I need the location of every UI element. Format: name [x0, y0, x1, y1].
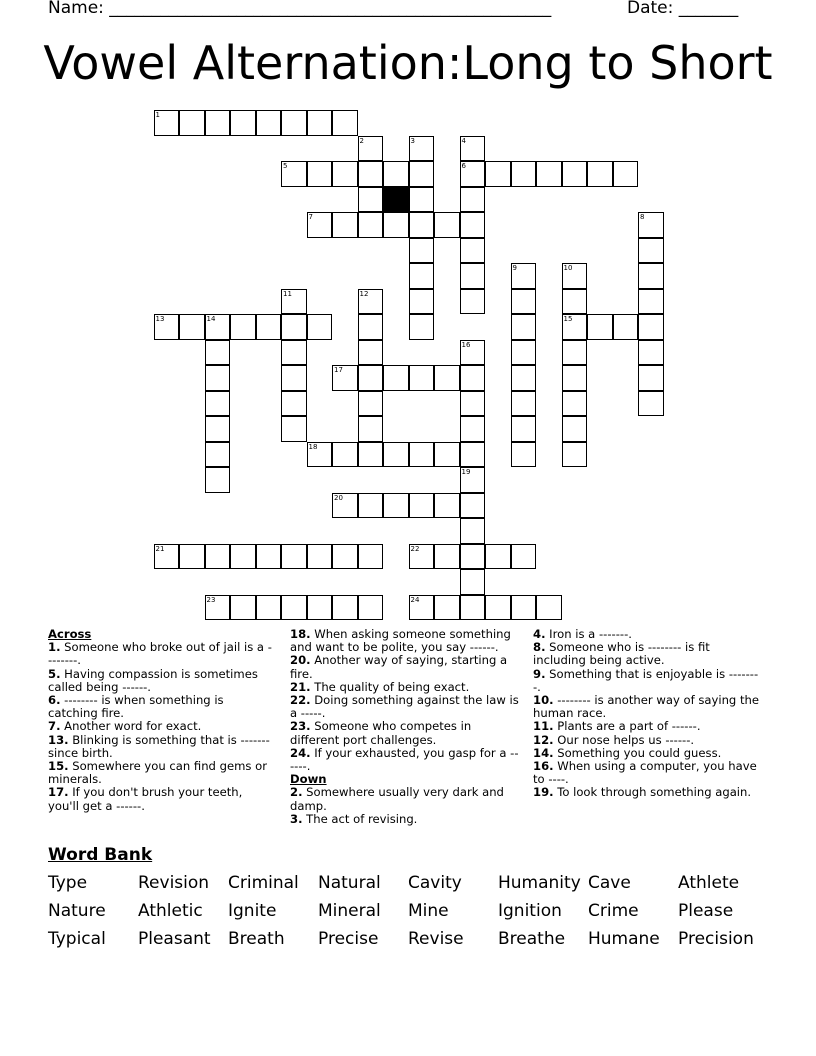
crossword-cell[interactable] [460, 187, 486, 213]
crossword-cell[interactable] [332, 442, 358, 468]
word-bank-title: Word Bank [48, 845, 153, 865]
clue-item [48, 786, 273, 812]
crossword-cell[interactable] [281, 289, 307, 315]
crossword-cell[interactable] [638, 238, 664, 264]
crossword-cell[interactable] [205, 442, 231, 468]
crossword-cell[interactable] [230, 314, 256, 340]
word-bank-word: Nature [48, 901, 106, 921]
clue-item-number: 20. [290, 653, 311, 668]
crossword-cell[interactable] [307, 212, 333, 238]
clue-item-number: 11. [533, 719, 554, 734]
crossword-cell[interactable] [460, 391, 486, 417]
crossword-cell[interactable] [511, 314, 537, 340]
word-bank-word: Cavity [408, 873, 462, 893]
crossword-cell[interactable] [562, 391, 588, 417]
crossword-cell[interactable] [434, 365, 460, 391]
clue-column-2 [290, 628, 520, 826]
date-field-label: Date: _______ [627, 0, 739, 18]
crossword-cell[interactable] [638, 289, 664, 315]
crossword-cell[interactable] [307, 314, 333, 340]
clue-item [290, 694, 520, 720]
crossword-cell[interactable] [409, 187, 435, 213]
clue-column-1 [48, 628, 273, 813]
crossword-cell[interactable] [205, 595, 231, 621]
crossword-cell[interactable] [511, 442, 537, 468]
crossword-cell[interactable] [383, 442, 409, 468]
clue-item-number: 14. [533, 745, 554, 760]
clue-item-text: Something you could guess. [553, 745, 722, 760]
crossword-cell[interactable] [358, 365, 384, 391]
clue-item-number: 3. [290, 811, 303, 826]
crossword-cell[interactable] [205, 110, 231, 136]
crossword-cell[interactable] [205, 467, 231, 493]
crossword-cell[interactable] [332, 544, 358, 570]
word-bank-word: Precision [678, 929, 754, 949]
clue-item-text: -------- is when something is catching fire. [48, 693, 224, 721]
word-bank-word: Humanity [498, 873, 581, 893]
crossword-cell[interactable] [281, 595, 307, 621]
crossword-cell[interactable] [638, 340, 664, 366]
crossword-cell[interactable] [358, 493, 384, 519]
word-bank-word: Revision [138, 873, 210, 893]
crossword-cell[interactable] [205, 314, 231, 340]
crossword-cell[interactable] [613, 161, 639, 187]
crossword-cell[interactable] [511, 391, 537, 417]
clue-item-text: Somewhere you can find gems or minerals. [48, 759, 267, 787]
crossword-cell[interactable] [256, 314, 282, 340]
word-bank-word: Mineral [318, 901, 381, 921]
clue-item-number: 22. [290, 693, 311, 708]
crossword-cell[interactable] [205, 391, 231, 417]
crossword-cell[interactable] [434, 442, 460, 468]
crossword-cell[interactable] [562, 289, 588, 315]
clue-number: 10 [563, 264, 573, 272]
clue-item [290, 720, 520, 746]
crossword-cell[interactable] [179, 544, 205, 570]
clue-number: 1 [155, 111, 160, 119]
crossword-cell[interactable] [460, 365, 486, 391]
crossword-cell[interactable] [562, 314, 588, 340]
crossword-cell[interactable] [281, 340, 307, 366]
clue-item-number: 19. [533, 785, 554, 800]
clue-number: 13 [155, 315, 165, 323]
crossword-cell[interactable] [332, 110, 358, 136]
crossword-cell[interactable] [358, 161, 384, 187]
crossword-cell[interactable] [485, 595, 511, 621]
clue-number: 16 [461, 340, 471, 349]
crossword-cell[interactable] [358, 595, 384, 621]
clue-item [48, 668, 273, 694]
clue-number: 18 [308, 442, 318, 451]
crossword-cell[interactable] [562, 161, 588, 187]
crossword-cell[interactable] [434, 212, 460, 238]
crossword-cell[interactable] [511, 289, 537, 315]
clue-item [533, 786, 763, 799]
clue-column-3 [533, 628, 763, 800]
crossword-cell[interactable] [409, 136, 435, 162]
clue-item-number: 21. [290, 679, 311, 694]
clue-number: 7 [308, 213, 313, 221]
crossword-cell[interactable] [230, 544, 256, 570]
clue-item-number: 6. [48, 693, 61, 708]
crossword-cell[interactable] [460, 442, 486, 468]
crossword-cell[interactable] [154, 110, 180, 136]
crossword-cell[interactable] [358, 289, 384, 315]
crossword-cell[interactable] [409, 161, 435, 187]
word-bank-word: Criminal [228, 873, 299, 893]
clue-item-number: 4. [533, 627, 546, 641]
clue-item-text: Having compassion is sometimes called being ------. [48, 666, 258, 694]
crossword-cell[interactable] [460, 289, 486, 315]
crossword-cell[interactable] [358, 544, 384, 570]
clue-item [48, 641, 273, 667]
clue-item-text: Something that is enjoyable is --------. [533, 666, 759, 694]
crossword-cell[interactable] [562, 442, 588, 468]
word-bank-word: Humane [588, 929, 660, 949]
clue-number: 5 [283, 162, 288, 170]
crossword-cell[interactable] [358, 187, 384, 213]
crossword-cell[interactable] [383, 365, 409, 391]
crossword-cell[interactable] [638, 365, 664, 391]
word-bank-word: Natural [318, 873, 381, 893]
clue-number: 2 [359, 136, 364, 145]
crossword-cell[interactable] [281, 544, 307, 570]
crossword-cell[interactable] [205, 365, 231, 391]
crossword-cell[interactable] [256, 544, 282, 570]
crossword-cell[interactable] [511, 263, 537, 289]
crossword-cell[interactable] [485, 544, 511, 570]
crossword-cell[interactable] [281, 416, 307, 442]
clue-item-number: 2. [290, 785, 303, 800]
clue-item [48, 694, 273, 720]
clue-item [290, 747, 520, 773]
clue-item-number: 16. [533, 759, 554, 774]
crossword-cell[interactable] [638, 314, 664, 340]
crossword-cell[interactable] [460, 340, 486, 366]
clue-item [533, 760, 763, 786]
crossword-cell[interactable] [434, 595, 460, 621]
page-title: Vowel Alternation:Long to Short [43, 36, 773, 90]
clue-item-number: 5. [48, 666, 61, 681]
clue-number: 9 [512, 264, 517, 272]
crossword-cell[interactable] [307, 544, 333, 570]
clue-number: 19 [461, 468, 471, 476]
crossword-cell[interactable] [256, 110, 282, 136]
crossword-cell[interactable] [409, 314, 435, 340]
clue-number: 3 [410, 136, 415, 145]
clue-item-text: Another word for exact. [60, 719, 202, 734]
clue-item-number: 1. [48, 640, 61, 655]
clue-item-text: Someone who is -------- is fit including being active. [533, 640, 710, 668]
crossword-cell[interactable] [434, 493, 460, 519]
word-bank-word: Pleasant [138, 929, 211, 949]
crossword-cell[interactable] [485, 161, 511, 187]
word-bank-word: Athlete [678, 873, 740, 893]
crossword-cell[interactable] [638, 212, 664, 238]
crossword-cell[interactable] [332, 365, 358, 391]
clue-number: 22 [410, 544, 420, 553]
crossword-cell[interactable] [613, 314, 639, 340]
clue-item-number: 23. [290, 719, 311, 734]
crossword-cell[interactable] [332, 161, 358, 187]
crossword-cell[interactable] [460, 212, 486, 238]
crossword-cell[interactable] [409, 365, 435, 391]
clue-number: 8 [640, 213, 645, 221]
crossword-cell[interactable] [281, 391, 307, 417]
word-bank-word: Precise [318, 929, 379, 949]
clue-item-text: Plants are a part of ------. [553, 719, 701, 734]
clue-item-text: Another way of saying, starting a fire. [290, 653, 508, 681]
crossword-cell[interactable] [332, 493, 358, 519]
clue-item-text: Somewhere usually very dark and damp. [290, 785, 504, 813]
clue-number: 4 [461, 136, 466, 145]
clue-item-text: Iron is a -------. [545, 627, 632, 641]
crossword-cell[interactable] [562, 416, 588, 442]
clue-item-text: When using a computer, you have to ----. [533, 759, 757, 787]
crossword-cell[interactable] [409, 493, 435, 519]
clue-item [290, 786, 520, 812]
crossword-cell[interactable] [511, 544, 537, 570]
clue-item-number: 13. [48, 732, 69, 747]
clue-item-number: 9. [533, 666, 546, 681]
clue-number: 6 [461, 162, 466, 170]
crossword-cell[interactable] [307, 442, 333, 468]
word-bank-word: Crime [588, 901, 639, 921]
crossword-cell[interactable] [281, 110, 307, 136]
crossword-cell[interactable] [358, 391, 384, 417]
crossword-cell[interactable] [281, 314, 307, 340]
crossword-cell[interactable] [307, 161, 333, 187]
clue-item-text: Someone who broke out of jail is a --------. [48, 640, 272, 668]
crossword-cell[interactable] [307, 110, 333, 136]
clue-item-number: 17. [48, 785, 69, 800]
crossword-cell[interactable] [460, 595, 486, 621]
crossword-cell[interactable] [460, 518, 486, 544]
crossword-cell[interactable] [383, 161, 409, 187]
crossword-cell[interactable] [281, 161, 307, 187]
crossword-cell[interactable] [587, 161, 613, 187]
clue-item [48, 734, 273, 760]
crossword-cell[interactable] [358, 314, 384, 340]
crossword-cell[interactable] [358, 442, 384, 468]
crossword-cell[interactable] [434, 544, 460, 570]
crossword-cell[interactable] [154, 314, 180, 340]
crossword-cell[interactable] [409, 289, 435, 315]
clue-section-heading: Down [290, 772, 327, 787]
clue-item-number: 24. [290, 745, 311, 760]
crossword-cell[interactable] [460, 238, 486, 264]
crossword-cell[interactable] [511, 365, 537, 391]
crossword-cell[interactable] [460, 544, 486, 570]
crossword-cell[interactable] [409, 544, 435, 570]
clue-number: 23 [206, 595, 216, 604]
clue-item [290, 654, 520, 680]
word-bank-word: Mine [408, 901, 449, 921]
word-bank-word: Breathe [498, 929, 566, 949]
clue-item [290, 628, 520, 654]
clue-item [533, 668, 763, 694]
clue-number: 14 [206, 315, 216, 323]
crossword-cell[interactable] [409, 263, 435, 289]
word-bank-word: Typical [48, 929, 106, 949]
word-bank-word: Revise [408, 929, 464, 949]
crossword-cell[interactable] [460, 467, 486, 493]
clue-item-number: 15. [48, 759, 69, 774]
crossword-cell[interactable] [562, 365, 588, 391]
clue-item-text: If your exhausted, you gasp for a ------. [290, 745, 519, 774]
clue-item-text: -------- is another way of saying the human race. [533, 693, 759, 721]
clue-item-text: To look through something again. [553, 785, 752, 800]
clue-item [48, 760, 273, 786]
clue-item-number: 18. [290, 627, 311, 641]
name-field-label: Name: ____________________________________________________ [48, 0, 552, 18]
clue-item-text: Blinking is something that is ------- since birth. [48, 732, 270, 760]
crossword-black-cell [383, 187, 409, 213]
clue-item [290, 813, 520, 826]
crossword-cell[interactable] [205, 544, 231, 570]
crossword-cell[interactable] [230, 110, 256, 136]
crossword-cell[interactable] [409, 238, 435, 264]
clue-number: 24 [410, 595, 420, 604]
crossword-cell[interactable] [179, 314, 205, 340]
crossword-cell[interactable] [358, 212, 384, 238]
crossword-cell[interactable] [332, 212, 358, 238]
word-bank-word: Cave [588, 873, 631, 893]
crossword-cell[interactable] [383, 493, 409, 519]
crossword-cell[interactable] [562, 340, 588, 366]
crossword-cell[interactable] [460, 136, 486, 162]
crossword-cell[interactable] [179, 110, 205, 136]
crossword-cell[interactable] [460, 493, 486, 519]
crossword-cell[interactable] [358, 416, 384, 442]
crossword-cell[interactable] [587, 314, 613, 340]
clue-item-text: Someone who competes in different port challenges. [290, 719, 472, 747]
clue-number: 20 [334, 493, 343, 502]
clue-number: 17 [334, 366, 343, 374]
crossword-cell[interactable] [409, 442, 435, 468]
clue-item-number: 10. [533, 693, 554, 708]
clue-number: 12 [359, 289, 369, 298]
crossword-cell[interactable] [511, 416, 537, 442]
clue-item-text: The act of revising. [302, 811, 418, 826]
crossword-cell[interactable] [511, 161, 537, 187]
crossword-cell[interactable] [536, 161, 562, 187]
crossword-cell[interactable] [230, 595, 256, 621]
word-bank-word: Breath [228, 929, 285, 949]
crossword-cell[interactable] [460, 263, 486, 289]
crossword-cell[interactable] [281, 365, 307, 391]
clue-item-number: 12. [533, 732, 554, 747]
clue-item [533, 694, 763, 720]
crossword-cell[interactable] [358, 340, 384, 366]
clue-number: 21 [155, 544, 165, 553]
crossword-cell[interactable] [383, 212, 409, 238]
crossword-cell[interactable] [307, 595, 333, 621]
clue-number: 11 [283, 289, 292, 298]
clue-item-text: If you don't brush your teeth, you'll get a ------. [48, 785, 243, 813]
clue-item-text: Doing something against the law is a -----. [290, 693, 519, 721]
crossword-cell[interactable] [460, 161, 486, 187]
crossword-cell[interactable] [409, 212, 435, 238]
clue-item [533, 641, 763, 667]
word-bank-word: Athletic [138, 901, 203, 921]
word-bank-word: Ignition [498, 901, 562, 921]
clue-item-text: The quality of being exact. [310, 679, 470, 694]
crossword-cell[interactable] [460, 416, 486, 442]
crossword-cell[interactable] [511, 595, 537, 621]
clue-number: 15 [563, 315, 573, 323]
word-bank-word: Please [678, 901, 734, 921]
clue-item-number: 7. [48, 719, 61, 734]
word-bank-word: Type [48, 873, 88, 893]
clue-section-heading: Across [48, 627, 92, 641]
crossword-cell[interactable] [511, 340, 537, 366]
clue-item-text: Our nose helps us ------. [553, 732, 695, 747]
crossword-cell[interactable] [205, 416, 231, 442]
crossword-cell[interactable] [562, 263, 588, 289]
crossword-cell[interactable] [256, 595, 282, 621]
crossword-cell[interactable] [460, 569, 486, 595]
clue-item-number: 8. [533, 640, 546, 655]
crossword-cell[interactable] [358, 136, 384, 162]
crossword-cell[interactable] [409, 595, 435, 621]
word-bank-word: Ignite [228, 901, 277, 921]
crossword-cell[interactable] [536, 595, 562, 621]
crossword-cell[interactable] [638, 391, 664, 417]
crossword-cell[interactable] [205, 340, 231, 366]
crossword-cell[interactable] [638, 263, 664, 289]
clue-item-text: When asking someone something and want to be polite, you say ------. [290, 627, 511, 655]
crossword-cell[interactable] [154, 544, 180, 570]
crossword-cell[interactable] [332, 595, 358, 621]
